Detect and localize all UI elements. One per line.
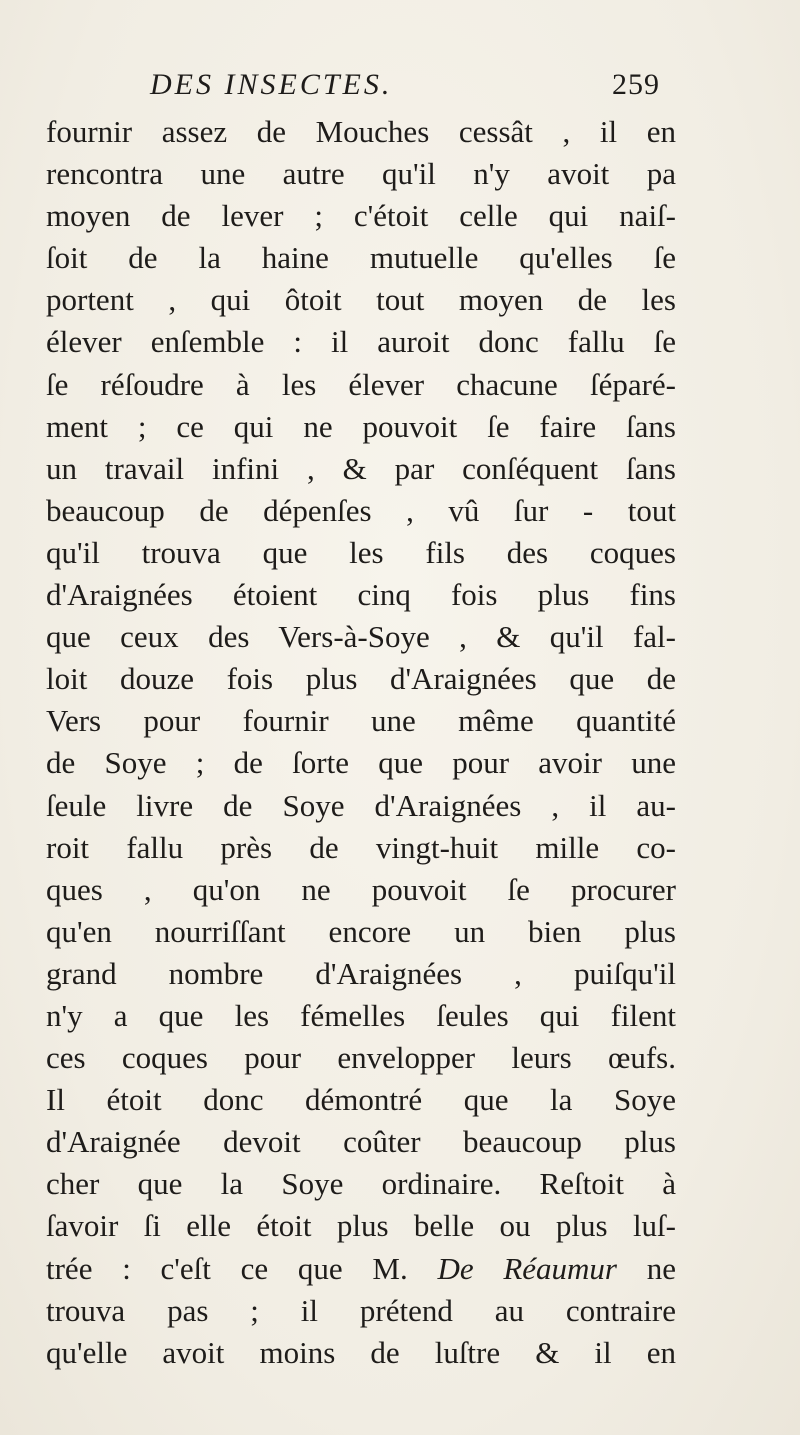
text-line: loit douze fois plus d'Araignées que de [46, 661, 676, 697]
text-line: un travail infini , & par conſéquent ſans [46, 450, 676, 486]
text-line: ſoit de la haine mutuelle qu'elles ſe [46, 240, 676, 276]
text-line: n'y a que les fémelles ſeules qui filent [46, 997, 676, 1033]
running-head-title: DES INSECTES. [150, 68, 393, 101]
text-line: Vers pour fournir une même quantité [46, 703, 676, 739]
running-head [150, 68, 660, 108]
author-name-italic: De Réaumur [437, 1250, 617, 1286]
text-line: fournir assez de Mouches cessât , il en [46, 114, 676, 149]
text-line: d'Araignée devoit coûter beaucoup plus [46, 1124, 676, 1160]
text-line: qu'il trouva que les fils des coques [46, 534, 676, 570]
text-line: ques , qu'on ne pouvoit ſe procurer [46, 871, 676, 907]
text-segment: ne [646, 1250, 677, 1286]
body-text [46, 111, 676, 1374]
text-line: beaucoup de dépenſes , vû ſur - tout [46, 492, 676, 528]
text-line: ſeule livre de Soye d'Araignées , il au- [46, 787, 676, 823]
text-line: d'Araignées étoient cinq fois plus fins [46, 577, 676, 613]
text-line: grand nombre d'Araignées , puiſqu'il [46, 955, 676, 991]
text-line: Il étoit donc démontré que la Soye [46, 1082, 676, 1118]
text-line: élever enſemble : il auroit donc fallu ſe [46, 324, 676, 360]
text-line: ſavoir ſi elle étoit plus belle ou plus luſ- [46, 1208, 676, 1244]
text-line: qu'elle avoit moins de luſtre & il en [46, 1334, 676, 1370]
text-line: cher que la Soye ordinaire. Reſtoit à [46, 1166, 676, 1202]
text-line: rencontra une autre qu'il n'y avoit pa [46, 156, 676, 192]
text-line: ſe réſoudre à les élever chacune ſéparé- [46, 366, 676, 402]
text-segment: trée : c'eſt ce que M. [46, 1250, 408, 1286]
text-line: ment ; ce qui ne pouvoit ſe faire ſans [46, 408, 676, 444]
page-number: 259 [612, 68, 660, 101]
text-line: qu'en nourriſſant encore un bien plus [46, 913, 676, 949]
text-line-mixed [46, 1248, 676, 1290]
text-line: que ceux des Vers-à-Soye , & qu'il fal- [46, 619, 676, 655]
text-line: de Soye ; de ſorte que pour avoir une [46, 745, 676, 781]
text-line: portent , qui ôtoit tout moyen de les [46, 282, 676, 318]
text-line: moyen de lever ; c'étoit celle qui naiſ- [46, 198, 676, 234]
text-line: ces coques pour envelopper leurs œufs. [46, 1040, 676, 1076]
text-line: trouva pas ; il prétend au contraire [46, 1292, 676, 1328]
text-line: roit fallu près de vingt-huit mille co- [46, 829, 676, 865]
